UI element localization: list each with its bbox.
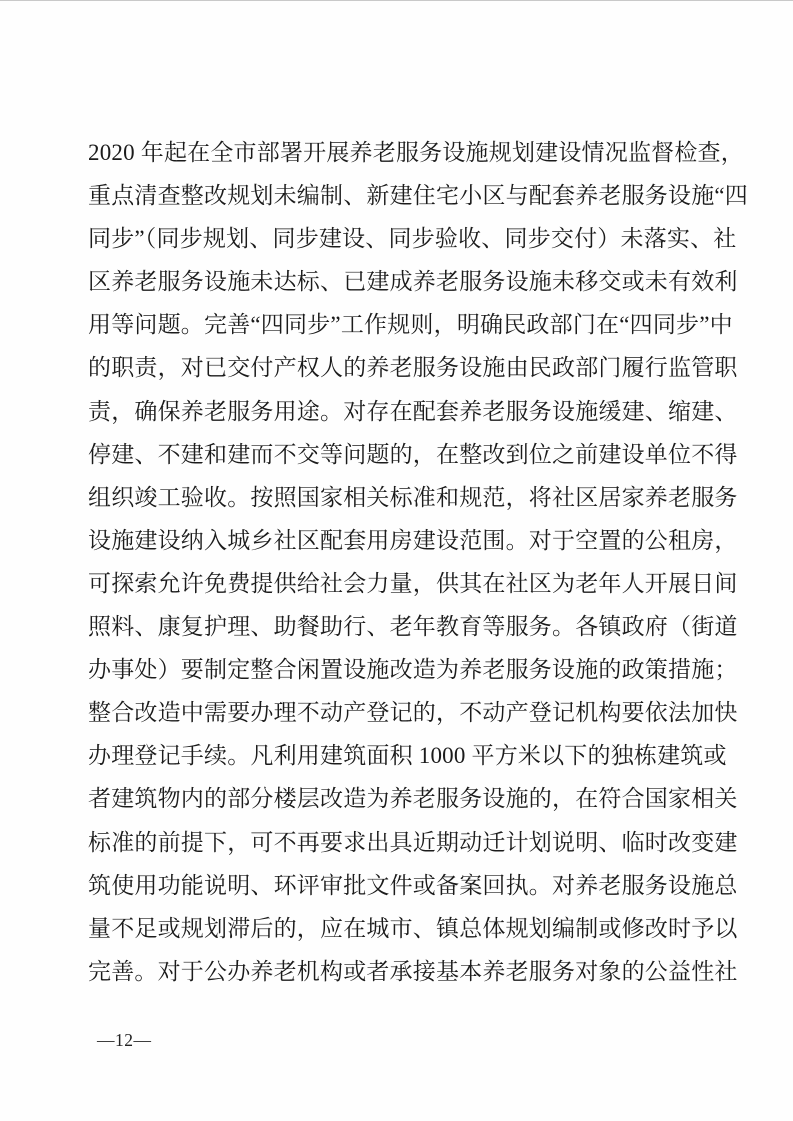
text-line-17: 标准的前提下，可不再要求出具近期动迁计划说明、临时改变建	[88, 829, 738, 855]
text-line-6: 的职责，对已交付产权人的养老服务设施由民政部门履行监管职	[88, 355, 738, 381]
text-line-14: 整合改造中需要办理不动产登记的，不动产登记机构要依法加快	[88, 700, 738, 726]
text-line-5: 用等问题。完善“四同步”工作规则，明确民政部门在“四同步”中	[88, 312, 733, 338]
text-line-8: 停建、不建和建而不交等问题的，在整改到位之前建设单位不得	[88, 441, 738, 467]
text-line-16: 者建筑物内的部分楼层改造为养老服务设施的，在符合国家相关	[88, 786, 738, 812]
text-line-11: 可探索允许免费提供给社会力量，供其在社区为老年人开展日间	[88, 570, 738, 596]
text-line-15: 办理登记手续。凡利用建筑面积 1000 平方米以下的独栋建筑或	[88, 743, 727, 769]
text-line-10: 设施建设纳入城乡社区配套用房建设范围。对于空置的公租房，	[88, 527, 738, 553]
body-text-block	[88, 131, 749, 993]
text-line-19: 量不足或规划滞后的，应在城市、镇总体规划编制或修改时予以	[88, 915, 738, 941]
text-line-9: 组织竣工验收。按照国家相关标准和规范，将社区居家养老服务	[88, 484, 738, 510]
text-line-18: 筑使用功能说明、环评审批文件或备案回执。对养老服务设施总	[88, 872, 738, 898]
scan-edge-line	[0, 0, 793, 1]
text-line-2: 重点清查整改规划未编制、新建住宅小区与配套养老服务设施“四	[88, 183, 749, 209]
text-line-7: 责，确保养老服务用途。对存在配套养老服务设施缓建、缩建、	[88, 398, 738, 424]
text-line-13: 办事处）要制定整合闲置设施改造为养老服务设施的政策措施；	[88, 657, 738, 683]
text-line-3: 同步”（同步规划、同步建设、同步验收、同步交付）未落实、社	[88, 226, 737, 252]
text-line-12: 照料、康复护理、助餐助行、老年教育等服务。各镇政府（街道	[88, 614, 738, 640]
text-line-4: 区养老服务设施未达标、已建成养老服务设施未移交或未有效利	[88, 269, 738, 295]
page-number: —12—	[97, 1030, 152, 1050]
text-line-20: 完善。对于公办养老机构或者承接基本养老服务对象的公益性社	[88, 958, 738, 984]
text-line-1: 2020 年起在全市部署开展养老服务设施规划建设情况监督检查，	[88, 140, 744, 165]
